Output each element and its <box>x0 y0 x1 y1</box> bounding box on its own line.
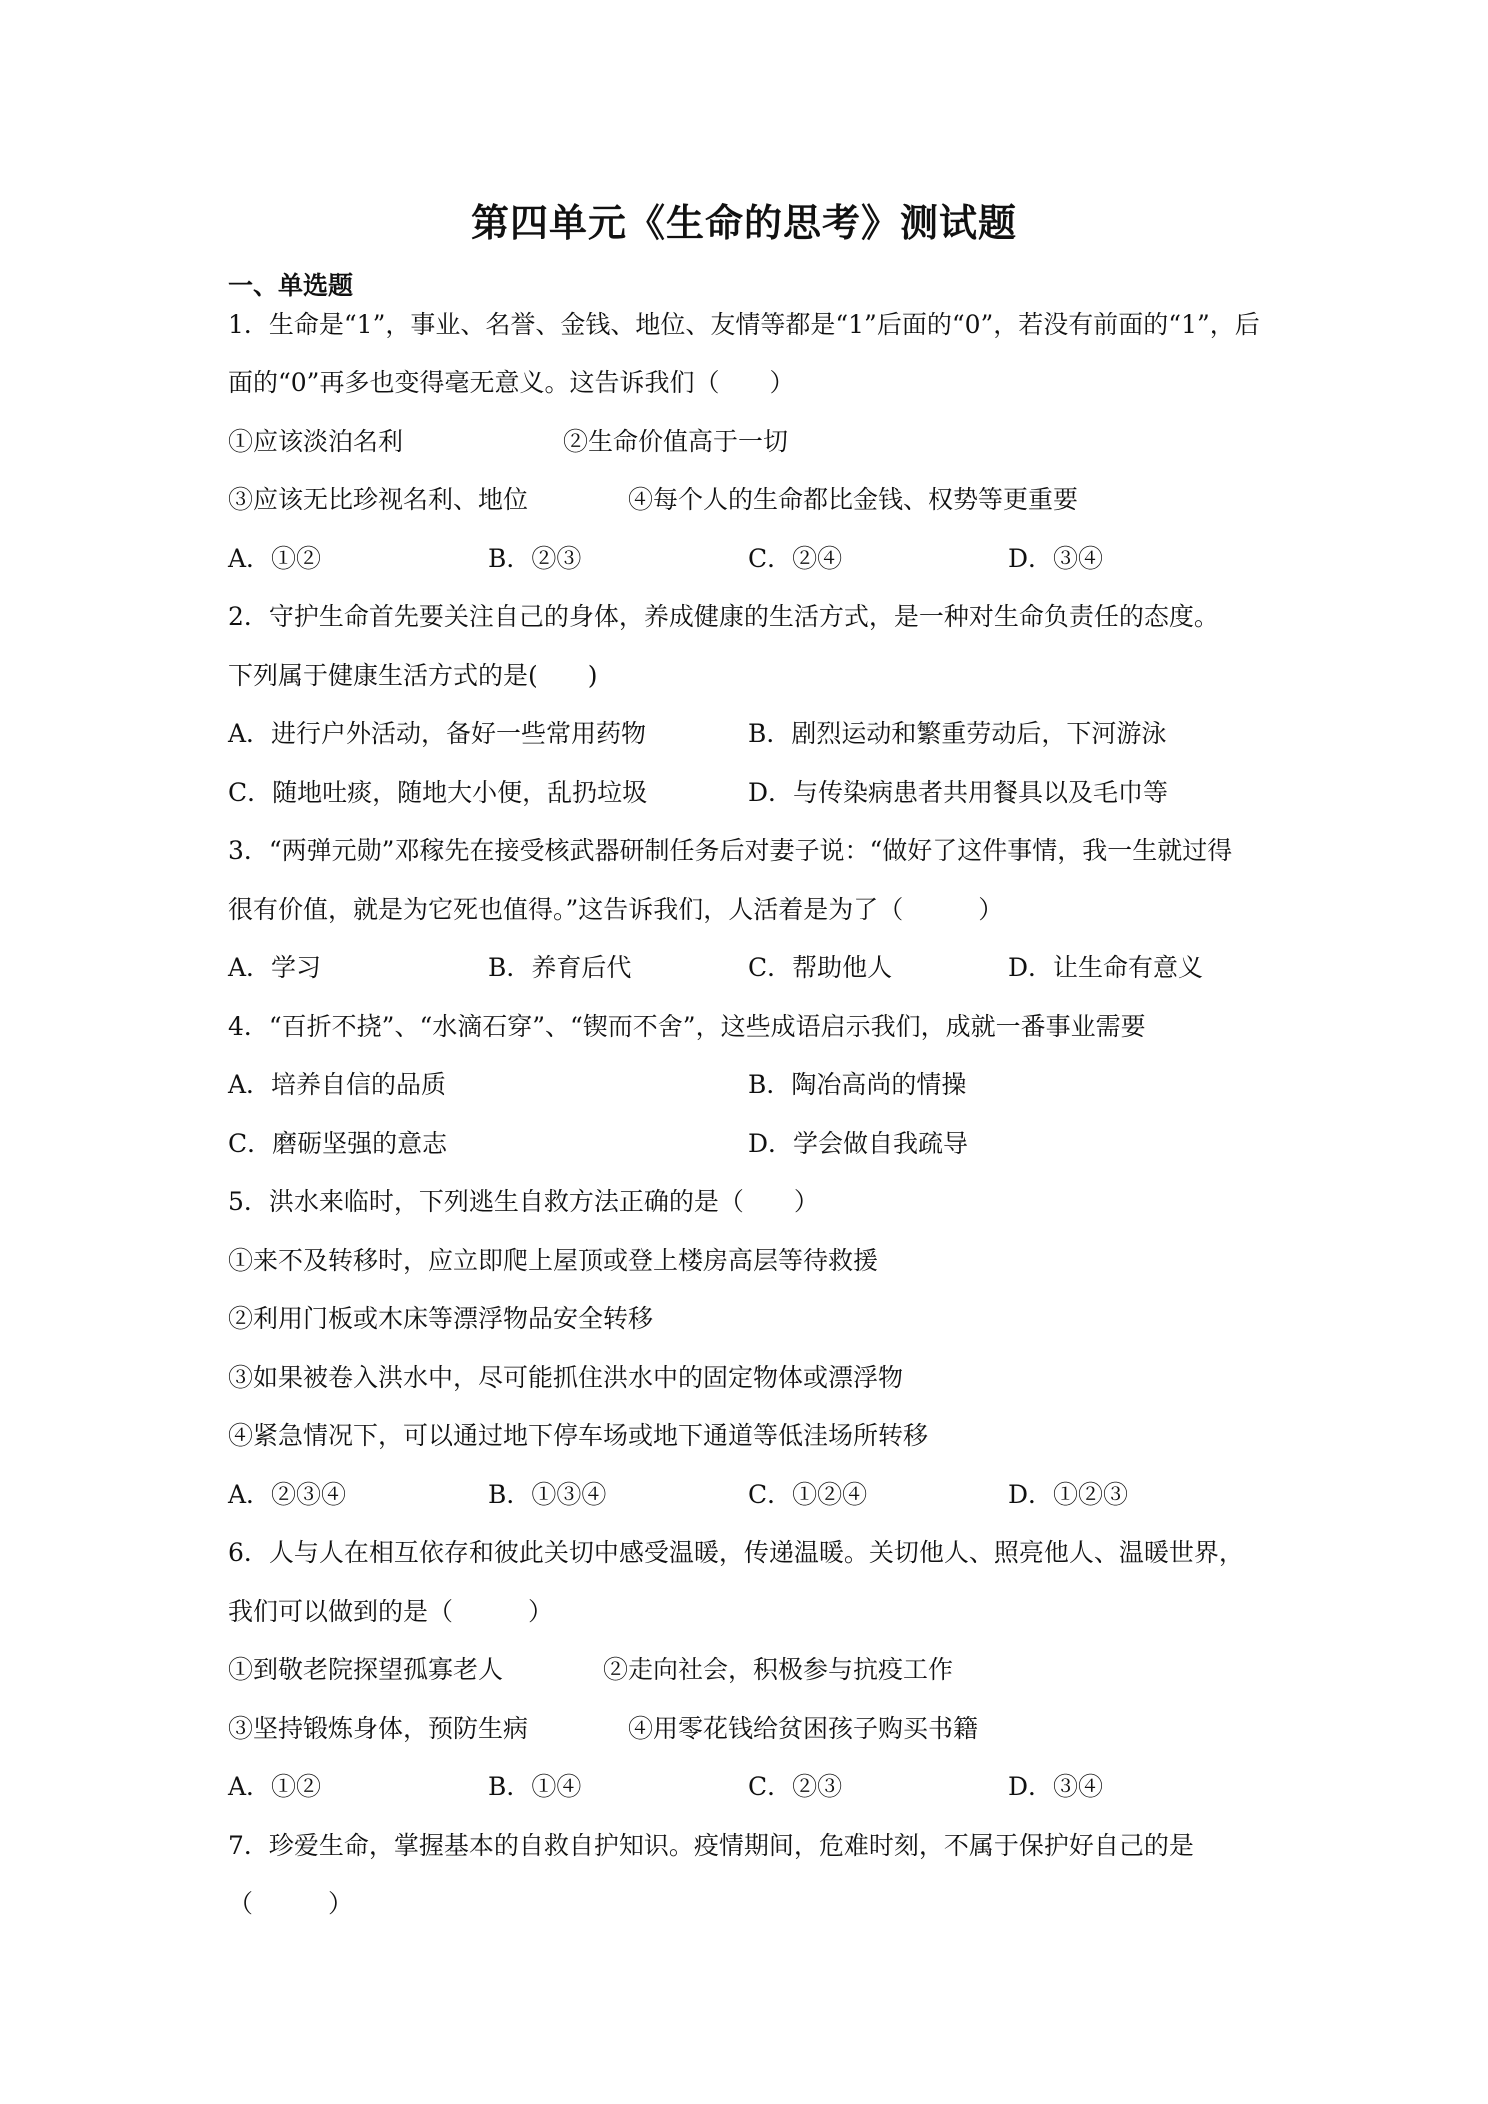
q4-options-row-2 <box>228 1124 1328 1164</box>
q2-option-b[interactable]: B．剧烈运动和繁重劳动后，下河游泳 <box>748 719 1167 748</box>
q6-option-a[interactable]: A．①② <box>228 1772 322 1801</box>
q4-option-d[interactable]: D．学会做自我疏导 <box>748 1129 969 1158</box>
q3-stem-line-1: 3．“两弹元勋”邓稼先在接受核武器研制任务后对妻子说：“做好了这件事情，我一生就过得 <box>228 836 1233 865</box>
q1-option-a[interactable]: A．①② <box>228 544 322 573</box>
q3-option-b[interactable]: B．养育后代 <box>488 953 632 982</box>
q1-statement-4: ④每个人的生命都比金钱、权势等更重要 <box>628 485 1079 514</box>
q6-stem-line-1: 6．人与人在相互依存和彼此关切中感受温暖，传递温暖。关切他人、照亮他人、温暖世界， <box>228 1538 1244 1567</box>
q6-statement-1: ①到敬老院探望孤寡老人 <box>228 1655 504 1684</box>
q6-options <box>228 1767 1328 1807</box>
q4-options-row-1 <box>228 1065 1328 1105</box>
q4-option-c[interactable]: C．磨砺坚强的意志 <box>228 1129 448 1158</box>
q1-statement-3: ③应该无比珍视名利、地位 <box>228 485 529 514</box>
q7-stem-line-1: 7．珍爱生命，掌握基本的自救自护知识。疫情期间，危难时刻，不属于保护好自己的是 <box>228 1831 1194 1860</box>
q4-option-b[interactable]: B．陶冶高尚的情操 <box>748 1070 967 1099</box>
q4-option-a[interactable]: A．培养自信的品质 <box>228 1070 447 1099</box>
q2-option-a[interactable]: A．进行户外活动，备好一些常用药物 <box>228 719 647 748</box>
q6-stem-line-2: 我们可以做到的是（ ） <box>228 1597 554 1626</box>
q1-stem-line-2: 面的“0”再多也变得毫无意义。这告诉我们（ ） <box>228 368 795 397</box>
q1-option-c[interactable]: C．②④ <box>748 544 843 573</box>
q5-option-a[interactable]: A．②③④ <box>228 1480 347 1509</box>
q3-option-a[interactable]: A．学习 <box>228 953 322 982</box>
q3-stem-line-2: 很有价值，就是为它死也值得。”这告诉我们，人活着是为了（ ） <box>228 895 1004 924</box>
q7-stem-line-2: （ ） <box>228 1889 354 1918</box>
q5-statement-4: ④紧急情况下，可以通过地下停车场或地下通道等低洼场所转移 <box>228 1421 929 1450</box>
q6-statement-3: ③坚持锻炼身体，预防生病 <box>228 1714 529 1743</box>
q3-option-c[interactable]: C．帮助他人 <box>748 953 893 982</box>
q2-options-row-1 <box>228 714 1328 754</box>
q3-options <box>228 948 1328 988</box>
q2-stem-line-1: 2．守护生命首先要关注自己的身体，养成健康的生活方式，是一种对生命负责任的态度。 <box>228 602 1219 631</box>
q5-option-c[interactable]: C．①②④ <box>748 1480 868 1509</box>
q5-stem-line-1: 5．洪水来临时，下列逃生自救方法正确的是（ ） <box>228 1187 819 1216</box>
q5-statement-3: ③如果被卷入洪水中，尽可能抓住洪水中的固定物体或漂浮物 <box>228 1363 904 1392</box>
q1-option-d[interactable]: D．③④ <box>1008 544 1104 573</box>
q2-options-row-2 <box>228 773 1328 813</box>
section-heading: 一、单选题 <box>228 271 354 300</box>
q1-stem-line-1: 1．生命是“1”，事业、名誉、金钱、地位、友情等都是“1”后面的“0”，若没有前面的“1”，后 <box>228 310 1260 339</box>
q6-option-c[interactable]: C．②③ <box>748 1772 843 1801</box>
q6-statement-4: ④用零花钱给贫困孩子购买书籍 <box>628 1714 979 1743</box>
q1-option-b[interactable]: B．②③ <box>488 544 582 573</box>
q6-statement-2: ②走向社会，积极参与抗疫工作 <box>603 1655 954 1684</box>
q5-statement-2: ②利用门板或木床等漂浮物品安全转移 <box>228 1304 654 1333</box>
q2-option-c[interactable]: C．随地吐痰，随地大小便，乱扔垃圾 <box>228 778 648 807</box>
q1-statement-1: ①应该淡泊名利 <box>228 427 404 456</box>
q5-option-d[interactable]: D．①②③ <box>1008 1480 1129 1509</box>
page-title: 第四单元《生命的思考》测试题 <box>470 200 1017 245</box>
q5-statement-1: ①来不及转移时，应立即爬上屋顶或登上楼房高层等待救援 <box>228 1246 879 1275</box>
q6-option-b[interactable]: B．①④ <box>488 1772 582 1801</box>
q2-stem-line-2: 下列属于健康生活方式的是( ) <box>228 661 598 690</box>
q1-statement-2: ②生命价值高于一切 <box>563 427 789 456</box>
q5-options <box>228 1475 1328 1515</box>
q5-option-b[interactable]: B．①③④ <box>488 1480 607 1509</box>
q2-option-d[interactable]: D．与传染病患者共用餐具以及毛巾等 <box>748 778 1169 807</box>
q3-option-d[interactable]: D．让生命有意义 <box>1008 953 1204 982</box>
q1-options <box>228 539 1328 579</box>
q6-option-d[interactable]: D．③④ <box>1008 1772 1104 1801</box>
q4-stem-line-1: 4．“百折不挠”、“水滴石穿”、“锲而不舍”，这些成语启示我们，成就一番事业需要 <box>228 1012 1146 1041</box>
